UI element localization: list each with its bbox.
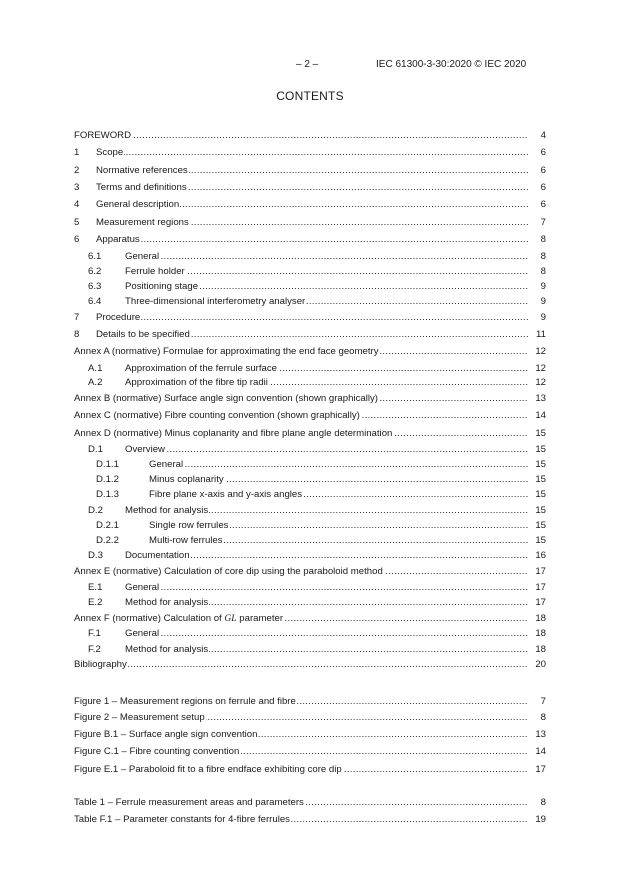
entry-page-number: 12 <box>535 377 546 388</box>
entry-page-number: 16 <box>535 550 546 561</box>
entry-page-number: 7 <box>540 696 546 707</box>
entry-title-text: Scope <box>96 147 124 158</box>
entry-number: 2 <box>74 165 80 176</box>
toc-entry[interactable] <box>74 596 546 610</box>
entry-number: F.2 <box>88 644 101 655</box>
entry-number: D.2 <box>88 505 103 516</box>
entry-title-text: Bibliography <box>74 659 127 670</box>
entry-title <box>125 251 160 262</box>
page-title: CONTENTS <box>276 89 344 103</box>
figure-entry[interactable] <box>74 745 546 759</box>
entry-page-number: 6 <box>540 182 546 193</box>
entry-title <box>96 312 141 323</box>
entry-page-number: 8 <box>540 251 546 262</box>
entry-page-number: 7 <box>540 217 546 228</box>
entry-title-text: Documentation <box>125 550 190 561</box>
entry-number: 4 <box>74 199 80 210</box>
entry-title-text: Ferrule holder <box>125 266 185 277</box>
entry-number: 1 <box>74 147 80 158</box>
entry-leader <box>96 198 528 212</box>
entry-page-number: 12 <box>535 363 546 374</box>
toc-entry[interactable] <box>74 488 546 502</box>
entry-title <box>74 764 343 775</box>
entry-page-number: 18 <box>535 628 546 639</box>
entry-title <box>74 659 128 670</box>
entry-leader <box>96 146 528 160</box>
entry-title-text: General description <box>96 199 180 210</box>
entry-title <box>96 329 191 340</box>
entry-title <box>125 597 209 608</box>
entry-leader <box>74 345 528 359</box>
entry-page-number: 15 <box>535 520 546 531</box>
entry-number: D.1.3 <box>96 489 119 500</box>
entry-leader <box>74 796 528 810</box>
entry-leader <box>96 311 528 325</box>
entry-number: 8 <box>74 329 80 340</box>
entry-page-number: 8 <box>540 266 546 277</box>
toc-entry[interactable] <box>74 198 546 212</box>
entry-page-number: 19 <box>535 814 546 825</box>
entry-page-number: 6 <box>540 165 546 176</box>
entry-title-text: General <box>125 251 160 262</box>
entry-page-number: 12 <box>535 346 546 357</box>
entry-title <box>74 130 132 141</box>
entry-title <box>74 797 305 808</box>
entry-title-text: Figure E.1 – Paraboloid fit to a fibre endface exhibiting core dip <box>74 764 342 775</box>
entry-leader <box>149 473 528 487</box>
entry-title-text: Annex E (normative) Calculation of core dip using the paraboloid method <box>74 566 383 577</box>
entry-title <box>149 520 229 531</box>
entry-title-text: Method for analysis <box>125 644 209 655</box>
toc-entry[interactable] <box>74 265 546 279</box>
entry-leader <box>96 216 528 230</box>
entry-title-text: Approximation of the fibre tip radii <box>125 377 268 388</box>
entry-page-number: 11 <box>536 329 546 340</box>
entry-leader <box>125 504 528 518</box>
entry-leader <box>125 265 528 279</box>
entry-title <box>74 346 380 357</box>
entry-leader <box>125 295 528 309</box>
entry-page-number: 8 <box>540 712 546 723</box>
toc-entry[interactable] <box>74 443 546 457</box>
toc-entry[interactable] <box>74 565 546 579</box>
figure-entry[interactable] <box>74 695 546 709</box>
toc-entry[interactable] <box>74 362 546 376</box>
toc-entry[interactable] <box>74 643 546 657</box>
entry-title-text: Annex F (normative) Calculation of <box>74 613 225 624</box>
entry-page-number: 17 <box>535 582 546 593</box>
entry-page-number: 20 <box>535 659 546 670</box>
entry-title-text: General <box>125 582 160 593</box>
entry-number: D.3 <box>88 550 103 561</box>
table-entry[interactable] <box>74 796 546 810</box>
entry-number: E.2 <box>88 597 103 608</box>
entry-title-text: Annex D (normative) Minus coplanarity and fibre plane angle determination <box>74 428 393 439</box>
toc-entry[interactable] <box>74 612 546 626</box>
entry-title <box>74 428 393 439</box>
toc-entry[interactable] <box>74 392 546 406</box>
entry-leader <box>149 458 528 472</box>
entry-title <box>96 165 189 176</box>
entry-leader <box>74 763 528 777</box>
entry-page-number: 9 <box>540 312 546 323</box>
entry-title-text: Annex B (normative) Surface angle sign convention (shown graphically) <box>74 393 378 404</box>
entry-title-text: Procedure <box>96 312 141 323</box>
entry-page-number: 15 <box>535 428 546 439</box>
entry-page-number: 18 <box>535 613 546 624</box>
entry-number: F.1 <box>88 628 101 639</box>
entry-title <box>149 535 224 546</box>
entry-leader <box>74 129 528 143</box>
entry-title-text: Figure B.1 – Surface angle sign convention <box>74 729 258 740</box>
entry-leader <box>96 328 528 342</box>
entry-page-number: 9 <box>540 296 546 307</box>
entry-title-text: General <box>149 459 184 470</box>
entry-title <box>96 182 188 193</box>
entry-number: 6.3 <box>88 281 102 292</box>
entry-number: 6.2 <box>88 266 102 277</box>
entry-leader <box>125 280 528 294</box>
entry-title-suffix: parameter <box>236 613 284 624</box>
entry-title <box>125 644 209 655</box>
entry-title-text: Method for analysis <box>125 597 209 608</box>
entry-leader <box>74 711 528 725</box>
entry-page-number: 15 <box>535 535 546 546</box>
toc-entry[interactable] <box>74 519 546 533</box>
entry-title <box>74 814 291 825</box>
toc-entry[interactable] <box>74 233 546 247</box>
entry-number: 5 <box>74 217 80 228</box>
entry-title-text: Annex C (normative) Fibre counting convention (shown graphically) <box>74 410 360 421</box>
toc-entry[interactable] <box>74 164 546 178</box>
entry-title-text: Fibre plane x-axis and y-axis angles <box>149 489 303 500</box>
toc-entry[interactable] <box>74 146 546 160</box>
entry-page-number: 6 <box>540 147 546 158</box>
entry-title <box>149 474 225 485</box>
entry-number: 6 <box>74 234 80 245</box>
figure-entry[interactable] <box>74 728 546 742</box>
entry-number: E.1 <box>88 582 103 593</box>
entry-number: D.1.1 <box>96 459 119 470</box>
entry-page-number: 8 <box>540 234 546 245</box>
entry-leader <box>96 164 528 178</box>
entry-title <box>74 410 361 421</box>
entry-number: D.1.2 <box>96 474 119 485</box>
entry-page-number: 15 <box>535 444 546 455</box>
entry-page-number: 13 <box>535 393 546 404</box>
toc-entry[interactable] <box>74 504 546 518</box>
entry-page-number: 18 <box>535 644 546 655</box>
toc-entry[interactable] <box>74 345 546 359</box>
entry-page-number: 15 <box>535 474 546 485</box>
toc-entry[interactable] <box>74 658 546 672</box>
entry-title <box>96 147 124 158</box>
entry-title <box>125 296 306 307</box>
entry-leader <box>149 519 528 533</box>
entry-page-number: 14 <box>535 410 546 421</box>
entry-page-number: 14 <box>535 746 546 757</box>
entry-leader <box>125 549 528 563</box>
entry-title-text: Method for analysis <box>125 505 209 516</box>
entry-page-number: 17 <box>535 597 546 608</box>
entry-title <box>96 234 141 245</box>
entry-title <box>74 566 384 577</box>
toc-entry[interactable] <box>74 409 546 423</box>
entry-leader <box>125 596 528 610</box>
entry-title-text: Apparatus <box>96 234 140 245</box>
entry-title <box>96 199 180 210</box>
entry-leader <box>74 813 528 827</box>
entry-title-text: Measurement regions <box>96 217 189 228</box>
entry-title-text: Single row ferrules <box>149 520 229 531</box>
entry-title <box>125 444 166 455</box>
page-header <box>0 59 620 73</box>
toc-entry[interactable] <box>74 427 546 441</box>
entry-leader <box>74 658 528 672</box>
entry-title-text: General <box>125 628 160 639</box>
toc-entry[interactable] <box>74 280 546 294</box>
entry-leader <box>125 443 528 457</box>
entry-leader <box>125 643 528 657</box>
entry-leader <box>74 745 528 759</box>
entry-number: D.1 <box>88 444 103 455</box>
entry-title <box>125 281 199 292</box>
entry-leader <box>74 612 528 626</box>
entry-title-text: Details to be specified <box>96 329 190 340</box>
entry-number: 6.4 <box>88 296 102 307</box>
entry-number: 3 <box>74 182 80 193</box>
entry-leader <box>149 488 528 502</box>
entry-leader <box>96 181 528 195</box>
entry-title <box>149 459 184 470</box>
entry-title <box>149 489 303 500</box>
entry-leader <box>149 534 528 548</box>
entry-number: A.2 <box>88 377 103 388</box>
entry-number: D.2.2 <box>96 535 119 546</box>
entry-title-text: FOREWORD <box>74 130 132 141</box>
toc-entry[interactable] <box>74 129 546 143</box>
entry-page-number: 15 <box>535 459 546 470</box>
toc-entry[interactable] <box>74 473 546 487</box>
entry-page-number: 15 <box>535 505 546 516</box>
entry-number: 7 <box>74 312 80 323</box>
entry-title-text: Positioning stage <box>125 281 199 292</box>
toc-entry[interactable] <box>74 627 546 641</box>
entry-title <box>125 628 160 639</box>
entry-number: A.1 <box>88 363 103 374</box>
entry-title <box>74 696 297 707</box>
entry-leader <box>125 362 528 376</box>
entry-title-text: Overview <box>125 444 165 455</box>
toc-entry[interactable] <box>74 581 546 595</box>
entry-page-number: 15 <box>535 489 546 500</box>
entry-title <box>74 393 379 404</box>
entry-leader <box>125 581 528 595</box>
toc-entry[interactable] <box>74 534 546 548</box>
entry-title <box>125 550 191 561</box>
entry-title <box>96 217 190 228</box>
entry-leader <box>125 627 528 641</box>
entry-leader <box>74 409 528 423</box>
entry-title-text: Three-dimensional interferometry analyser <box>125 296 306 307</box>
page-number: – 2 – <box>296 59 319 70</box>
document-reference: IEC 61300-3-30:2020 © IEC 2020 <box>376 59 527 70</box>
entry-leader <box>125 376 528 390</box>
entry-title-text: Minus coplanarity <box>149 474 224 485</box>
toc-entry[interactable] <box>74 181 546 195</box>
entry-title-text: Approximation of the ferrule surface <box>125 363 277 374</box>
entry-title <box>125 582 160 593</box>
toc-entry[interactable] <box>74 216 546 230</box>
entry-title-text: Annex A (normative) Formulae for approximating the end face geometry <box>74 346 379 357</box>
entry-page-number: 17 <box>535 764 546 775</box>
entry-title <box>74 712 206 723</box>
toc-entry[interactable] <box>74 250 546 264</box>
entry-leader <box>74 427 528 441</box>
entry-page-number: 8 <box>540 797 546 808</box>
entry-leader <box>74 728 528 742</box>
entry-title <box>125 363 278 374</box>
entry-page-number: 17 <box>535 566 546 577</box>
entry-number: D.2.1 <box>96 520 119 531</box>
figure-entry[interactable] <box>74 763 546 777</box>
toc-entry[interactable] <box>74 328 546 342</box>
entry-leader <box>125 250 528 264</box>
entry-number: 6.1 <box>88 251 102 262</box>
toc-entry[interactable] <box>74 376 546 390</box>
entry-page-number: 4 <box>540 130 546 141</box>
entry-title-text: Figure 1 – Measurement regions on ferrule and fibre <box>74 696 296 707</box>
entry-title <box>74 729 258 740</box>
entry-leader <box>96 233 528 247</box>
entry-title-text: Normative references <box>96 165 188 176</box>
entry-title <box>125 266 186 277</box>
toc-entry[interactable] <box>74 295 546 309</box>
figure-entry[interactable] <box>74 711 546 725</box>
toc-entry[interactable] <box>74 549 546 563</box>
entry-title <box>125 377 269 388</box>
entry-title <box>74 746 240 757</box>
entry-title <box>125 505 209 516</box>
entry-title-text: Figure C.1 – Fibre counting convention <box>74 746 240 757</box>
table-entry[interactable] <box>74 813 546 827</box>
entry-leader <box>74 392 528 406</box>
entry-title-text: Terms and definitions <box>96 182 187 193</box>
toc-entry[interactable] <box>74 311 546 325</box>
entry-title-text: Figure 2 – Measurement setup <box>74 712 205 723</box>
entry-title <box>74 613 284 624</box>
entry-page-number: 13 <box>535 729 546 740</box>
entry-page-number: 9 <box>540 281 546 292</box>
entry-title-italic: GL <box>224 613 237 624</box>
entry-title-text: Table 1 – Ferrule measurement areas and parameters <box>74 797 304 808</box>
toc-entry[interactable] <box>74 458 546 472</box>
entry-page-number: 6 <box>540 199 546 210</box>
entry-leader <box>74 565 528 579</box>
entry-leader <box>74 695 528 709</box>
entry-title-text: Multi-row ferrules <box>149 535 223 546</box>
entry-title-text: Table F.1 – Parameter constants for 4-fibre ferrules <box>74 814 290 825</box>
